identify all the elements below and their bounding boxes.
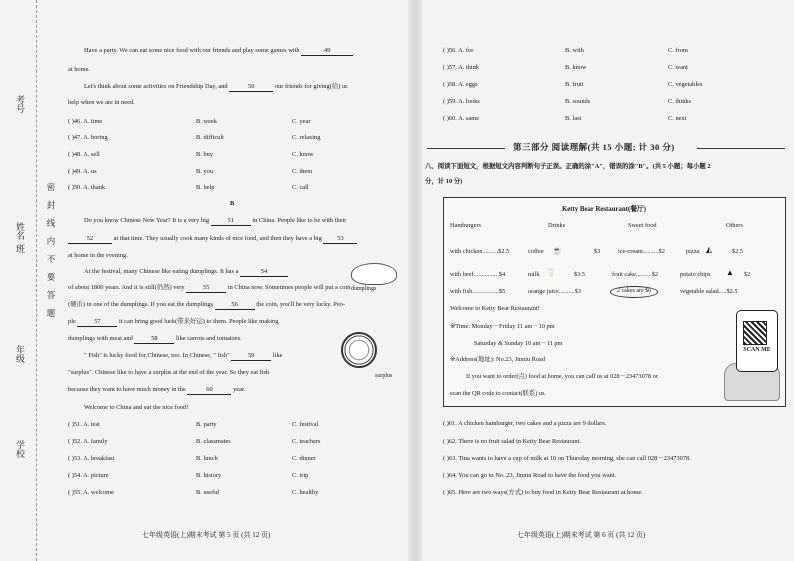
item-vegetable-salad: vegetable salad.....$2.5 (680, 288, 738, 295)
passage-text: our friends for giving(给) us (274, 83, 348, 90)
option-b: B. buy (196, 151, 214, 158)
item-milk: milk (528, 271, 540, 278)
binding-char: 密 (46, 182, 56, 192)
option-b: B. lunch (196, 455, 218, 462)
passage-text: year. (233, 386, 246, 393)
option-a: ( )58. A. eggs (443, 81, 478, 88)
option-a: ( )54. A. picture (68, 472, 109, 479)
passage-line (68, 284, 350, 293)
option-c: C. thinks (668, 98, 692, 105)
passage-text: Let's think about some activities on Friendship Day, and (84, 83, 228, 90)
passage-text: (硬币) in one of the dumplings. If you eat the dumplings (68, 301, 214, 308)
passage-line: "surplus". Chinese like to have a surplus at the end of the year. So they eat fish (68, 369, 270, 376)
price-chips: $2 (744, 271, 751, 278)
binding-char: 要 (46, 272, 56, 282)
item-chicken: with chicken..........$2.5 (450, 248, 510, 255)
pizza-icon: ◭ (706, 245, 713, 254)
blank-49: 49 (301, 47, 353, 56)
option-c: C. them (292, 168, 313, 175)
blank-55: 55 (186, 284, 226, 293)
item-beef: with beef................$4 (450, 271, 506, 278)
passage-line (84, 83, 348, 92)
milk-icon: 🥛 (546, 268, 556, 277)
passage-line (84, 352, 283, 361)
page-footer: 七年级英语(上)期末考试 第 5 页 (共 12 页) (142, 531, 271, 539)
passage-text: like carrots and tomatoes. (176, 335, 242, 342)
blank-51: 51 (211, 217, 251, 226)
passage-text: it can bring good luck(带来好运) to them. People like making (119, 318, 279, 325)
col-hamburgers: Hamburgers (450, 222, 482, 229)
option-b: B. know (565, 64, 587, 71)
option-c: C. want (668, 64, 688, 71)
section-rule-left (427, 148, 505, 149)
ad-time-weekend: Saturday & Sunday 10 am－11 pm (474, 340, 563, 347)
passage-line (68, 235, 357, 244)
label-nianji: 年级 (15, 345, 25, 363)
option-c: C. relaxing (292, 134, 321, 141)
binding-char: 答 (46, 290, 56, 300)
page-footer: 七年级英语(上)期末考试 第 6 页 (共 12 页) (517, 531, 646, 539)
option-c: C. next (668, 115, 687, 122)
passage-line (68, 301, 345, 310)
option-c: C. vegetables (668, 81, 703, 88)
binding-dashed-line (36, 0, 37, 561)
binding-char: 内 (46, 236, 56, 246)
option-a: ( )57. A. think (443, 64, 480, 71)
option-a: ( )59. A. looks (443, 98, 480, 105)
passage-line: help when we are in need. (68, 99, 135, 106)
option-b: B. last (565, 115, 582, 122)
col-drinks: Drinks (548, 222, 566, 229)
instruction-line: 分，计 10 分) (425, 178, 463, 185)
passage-line: at home in the evening. (68, 252, 128, 259)
passage-line (68, 335, 242, 344)
ad-title: Ketty Bear Restaurant(餐厅) (562, 206, 647, 213)
blank-58: 58 (134, 335, 174, 344)
passage-line (84, 217, 346, 226)
option-c: C. from (668, 47, 688, 54)
statement-61[interactable]: ( )61. A chicken hamburger, two cakes and a pizza are 9 dollars. (443, 420, 607, 427)
passage-line (84, 268, 288, 277)
option-a: ( )49. A. us (68, 168, 97, 175)
option-a: ( )60. A. same (443, 115, 480, 122)
dumplings-caption: dumplings (351, 286, 377, 292)
surplus-caption: surplus (375, 373, 393, 379)
ad-welcome: Welcome to Ketty Bear Restaurant! (450, 305, 540, 312)
option-b: B. week (196, 118, 217, 125)
scan-me-label: SCAN ME (743, 347, 771, 353)
cake-deal-badge: 2 cakes are $6 (610, 286, 658, 298)
option-c: C. trip (292, 472, 309, 479)
option-a: ( )53. A. breakfast (68, 455, 115, 462)
blank-56: 56 (215, 301, 255, 310)
item-coffee: coffee (528, 248, 544, 255)
binding-char: 封 (46, 200, 56, 210)
restaurant-ad (443, 197, 786, 407)
option-a: ( )56. A. for (443, 47, 474, 54)
passage-text: At the festival, many Chinese like eating dumplings. It has a (84, 268, 239, 275)
passage-text: " Fish" is lucky food for Chinese, too. In Chinese, " fish" (84, 352, 230, 359)
option-a: ( )48. A. sell (68, 151, 100, 158)
ad-address: ※Address(地址): No.23, Jinniu Road (450, 356, 546, 363)
binding-char: 不 (46, 254, 56, 264)
option-b: B. difficult (196, 134, 224, 141)
option-b: B. help (196, 184, 215, 191)
label-xingming: 姓名 (15, 222, 25, 240)
col-others: Others (726, 222, 743, 229)
dumplings-image (351, 263, 397, 285)
binding-char: 题 (46, 308, 56, 318)
item-pizza: pizza (686, 248, 700, 255)
chips-icon: ▲ (726, 268, 734, 277)
passage-text: the coin, you'll be very lucky. Peo- (256, 301, 345, 308)
item-fruit-cake: fruit cake..........$2 (612, 271, 658, 278)
fish-image (341, 332, 377, 368)
qr-code-icon (743, 321, 767, 345)
blank-59: 59 (231, 352, 271, 361)
option-c: C. festival (292, 421, 319, 428)
passage-text: at that time. They usually cook many kinds of nice food, and then they have a big (113, 235, 322, 242)
option-a: ( )46. A. time (68, 118, 103, 125)
option-b: B. history (196, 472, 222, 479)
section-rule-right (697, 148, 785, 149)
label-kaohao: 考号 (15, 95, 25, 113)
option-c: C. call (292, 184, 309, 191)
binding-warning (44, 178, 58, 398)
statement-63[interactable]: ( )63. Tina wants to have a cup of milk at 10 on Thursday morning, she can call 028－23473078. (443, 455, 691, 462)
ad-order-line: scan the QR code to contact(联系) us. (450, 390, 546, 397)
item-ice-cream: ice-cream..........$2 (618, 248, 665, 255)
passage-line (84, 47, 353, 56)
option-b: B. with (565, 47, 584, 54)
option-c: C. healthy (292, 489, 319, 496)
binding-char: 线 (46, 218, 56, 228)
option-b: B. sounds (565, 98, 591, 105)
passage-text: Do you know Chinese New Year? It is a very big (84, 217, 210, 224)
ad-order-line: If you want to order(点) food at home, you can call us at 028－23473078 or (466, 373, 658, 380)
statement-64[interactable]: ( )64. You can go to No. 23, Jinniu Road to have the food you want. (443, 472, 617, 479)
blank-54: 54 (240, 268, 288, 277)
label-xuexiao: 学校 (15, 440, 25, 458)
instruction-line: 八、阅读下面短文，根据短文内容判断句子正误。正确的涂"A"，错误的涂"B"。(共 5 小题；每小题 2 (425, 163, 711, 170)
option-c: C. teachers (292, 438, 321, 445)
price-coffee: $3 (594, 248, 601, 255)
passage-line: Welcome to China and eat the nice food! (84, 404, 189, 411)
statement-65[interactable]: ( )65. Here are two ways(方式) to buy food in Ketty Bear Restaurant at home. (443, 489, 643, 496)
col-sweet-food: Sweet food (628, 222, 657, 229)
passage-text: dumplings with meat and (68, 335, 133, 342)
passage-text: in China. People like to be with their (252, 217, 347, 224)
page-gutter (408, 0, 422, 561)
item-potato-chips: potato chips (680, 271, 711, 278)
option-b: B. party (196, 421, 217, 428)
option-b: B. you (196, 168, 214, 175)
passage-line (68, 386, 245, 395)
passage-line: at home. (68, 66, 91, 73)
section-b-label: B (230, 200, 235, 207)
option-b: B. useful (196, 489, 220, 496)
option-a: ( )52. A. family (68, 438, 108, 445)
option-a: ( )51. A. test (68, 421, 100, 428)
price-milk: $3.5 (574, 271, 586, 278)
passage-text: in China now. Sometimes people will put a coin (227, 284, 351, 291)
statement-62[interactable]: ( )62. There is no fruit salad in Ketty Bear Restaurant. (443, 438, 581, 445)
blank-50: 50 (229, 83, 273, 92)
section-title: 第三部分 阅读理解(共 15 小题; 计 30 分) (513, 142, 675, 152)
page-6 (425, 0, 787, 561)
passage-line (68, 318, 278, 327)
option-a: ( )50. A. thank (68, 184, 106, 191)
passage-text: of about 1800 years. And it is still(仍然) very (68, 284, 185, 291)
label-ban: 班 (15, 244, 25, 253)
page-5 (60, 0, 405, 561)
option-c: C. dinner (292, 455, 316, 462)
blank-52: 52 (68, 235, 112, 244)
passage-text: like (272, 352, 283, 359)
option-b: B. classmates (196, 438, 231, 445)
option-c: C. year (292, 118, 311, 125)
binding-margin (0, 0, 58, 561)
ad-time-weekday: ※Time: Monday－Friday 11 am－10 pm (450, 323, 555, 330)
price-pizza: $2.5 (732, 248, 744, 255)
phone-qr (736, 310, 778, 372)
passage-text: because they want to have much money in the (68, 386, 186, 393)
coffee-icon: ☕ (552, 246, 562, 255)
blank-53: 53 (323, 235, 357, 244)
item-orange-juice: orange juice..........$3 (528, 288, 581, 295)
option-b: B. fruit (565, 81, 584, 88)
blank-57: 57 (77, 318, 117, 327)
option-c: C. know (292, 151, 314, 158)
option-a: ( )47. A. boring (68, 134, 108, 141)
blank-60: 60 (187, 386, 231, 395)
passage-text: ple (68, 318, 76, 325)
item-fish: with fish.................$5 (450, 288, 506, 295)
passage-text: Have a party. We can eat some nice food with our friends and play some games with (84, 47, 300, 54)
option-a: ( )55. A. welcome (68, 489, 114, 496)
